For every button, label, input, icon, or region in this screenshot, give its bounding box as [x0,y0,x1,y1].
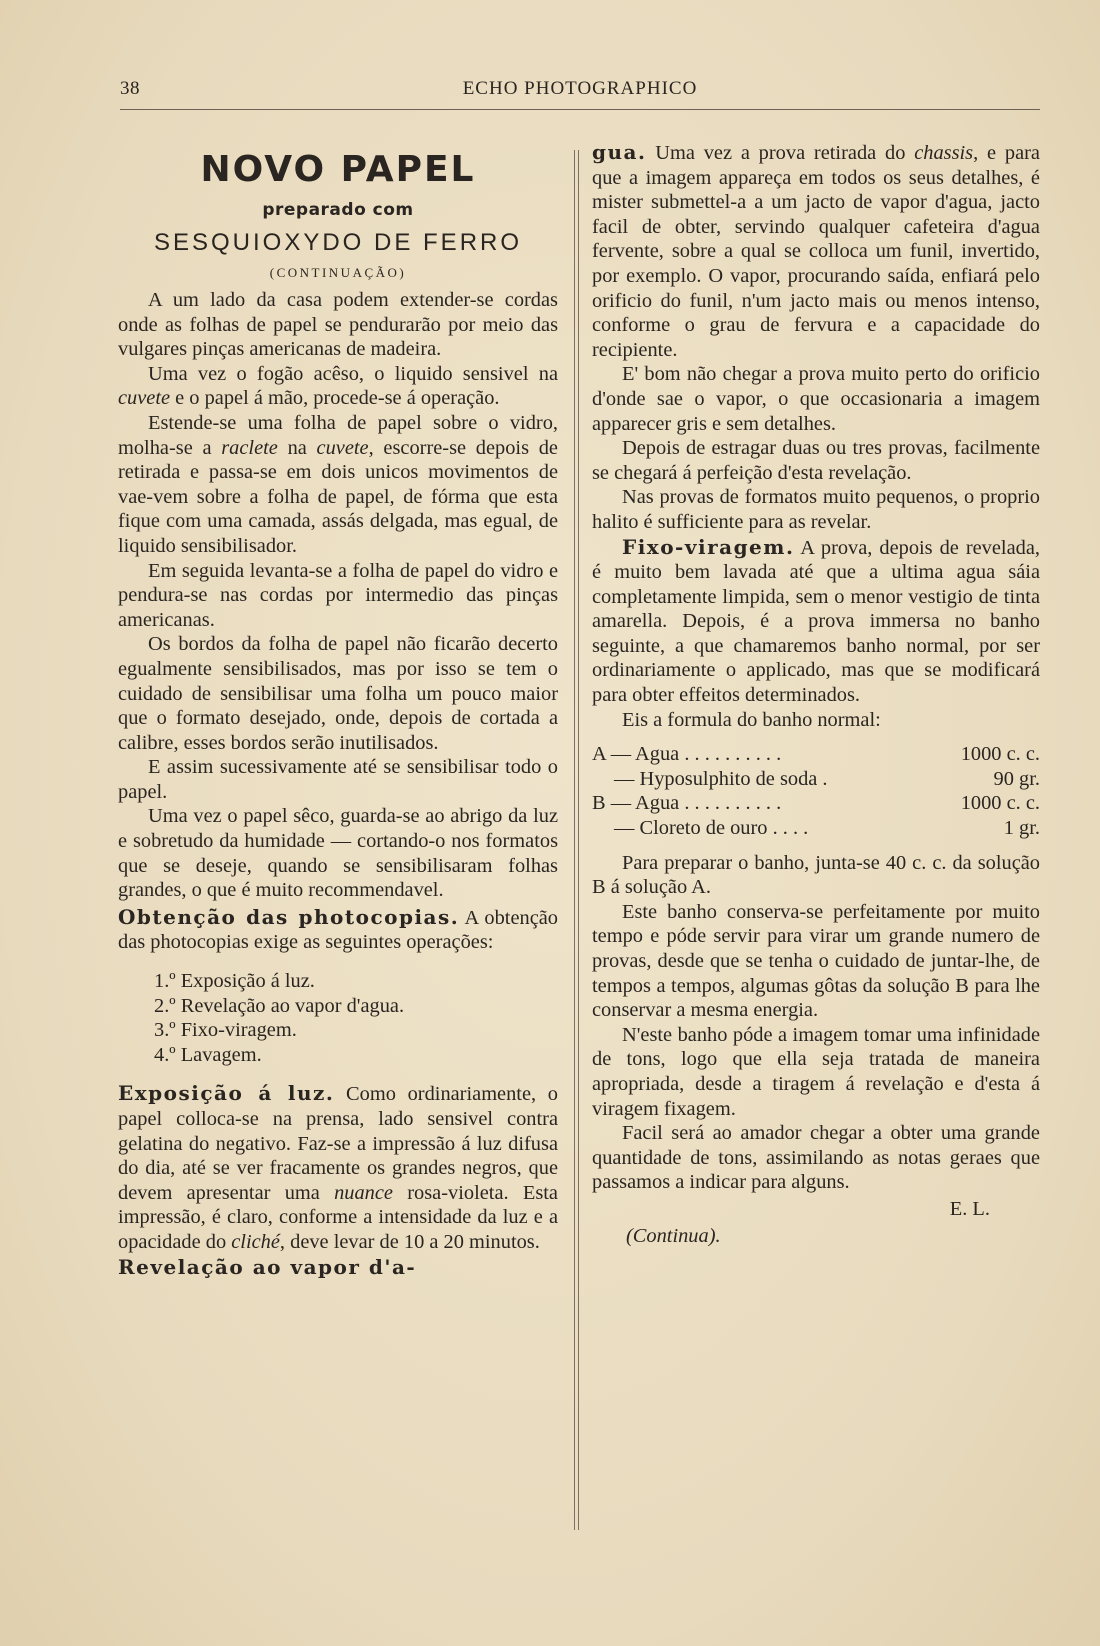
author-signature: E. L. [949,1197,990,1220]
formula-row: A — Agua . . . . . . . . . . 1000 c. c. [592,743,1040,766]
page-header [120,78,1040,108]
section-heading: Fixo-viragem. [622,534,795,559]
paragraph: Uma vez o fogão acêso, o liquido sensivel na cuvete e o papel á mão, procede-se á operação. [118,362,558,410]
section-heading: Obtenção das photocopias. [118,904,460,929]
paragraph: Exposição á luz. Como ordinariamente, o papel colloca-se na prensa, lado sensivel contra gelatina do negativo. Faz-se a impressão á luz difusa do dia, até se ver fracamente os grandes negros, que devem apresentar uma nuance rosa-violeta. Esta impressão, é claro, conforme a intensidade da luz e a opacidade do cliché, deve levar de 10 a 20 minutos. [118,1081,558,1253]
paragraph: A um lado da casa podem extender-se cordas onde as folhas de papel se pendurarão por meio das vulgares pinças americanas de madeira. [118,289,558,361]
paragraph: Nas provas de formatos muito pequenos, o proprio halito é sufficiente para as revelar. [592,486,1040,533]
article-title: NOVO PAPEL [200,149,476,190]
paragraph [118,1255,558,1281]
formula-row: — Hyposulphito de soda . 90 gr. [614,767,1040,790]
formula-row: B — Agua . . . . . . . . . . 1000 c. c. [592,792,1040,815]
paragraph: gua. Uma vez a prova retirada do chassis, e para que a imagem appareça em todos os seus detalhes, é mister submettel-a a um jacto de vapor d'agua, jacto facil de obter, servindo qualquer cafeteira d'agua fervente, sobre a qual se colloca um funil, invertido, por exemplo. O vapor, procurando saída, enfiará pelo orificio do funil, n'um jacto mais ou menos intenso, conforme o grau de fervura e a capacidade do recipiente. [592,140,1040,361]
paragraph: Obtenção das photocopias. A obtenção das photocopias exige as seguintes operações: [118,904,558,954]
paragraph: Fixo-viragem. A prova, depois de revelada, é muito bem lavada até que a ultima agua sáia completamente limpida, sem o menor vestigio de tinta amarella. Depois, é a prova immersa no banho seguinte, a que chamaremos banho normal, por ser ordinariamente o applicado, mas que se modificará para obter effeitos determinados. [592,534,1040,707]
paragraph: Estende-se uma folha de papel sobre o vidro, molha-se a raclete na cuvete, escorre-se depois de retirada e passa-se em dois unicos movimentos de vae-vem sobre a folha de papel, de fórma que esta fique com uma camada, assás delgada, mas egual, de liquido sensibilisador. [118,411,558,557]
list-item: 2.º Revelação ao vapor d'agua. [154,994,405,1017]
formula-row: — Cloreto de ouro . . . . 1 gr. [614,817,1040,840]
formula-table [592,742,1040,840]
paragraph: Facil será ao amador chegar a obter uma grande quantidade de tons, assimilando as notas geraes que passamos a indicar para alguns. [592,1122,1040,1194]
article-subtitle-caps: SESQUIOXYDO DE FERRO [153,229,523,256]
paragraph: Os bordos da folha de papel não ficarão decerto egualmente sensibilisados, mas por isso se tem o cuidado de sensibilisar uma folha um pouco maior que o formato desejado, onde, depois de cortada a calibre, esses bordos serão inutilisados. [118,633,558,754]
paragraph: Em seguida levanta-se a folha de papel do vidro e pendura-se nas cordas por intermedio das pinças americanas. [118,559,558,631]
page-number: 38 [120,78,140,99]
continuation-label: (CONTINUAÇÃO) [269,265,407,280]
right-column [592,140,1040,1248]
column-divider [574,150,575,1530]
column-divider [578,150,579,1530]
section-heading: gua. [592,140,647,164]
paragraph: Este banho conserva-se perfeitamente por muito tempo e póde servir para virar um grande numero de provas, desde que se tenha o cuidado de juntar-lhe, de tempos a tempos, algumas gôtas da solução B para lhe conservar a mesma energia. [592,900,1040,1022]
running-title: ECHO PHOTOGRAPHICO [462,78,698,99]
section-heading: Exposição á luz. [118,1081,335,1106]
section-heading: Revelação ao vapor d'a- [118,1254,417,1279]
paragraph: Eis a formula do banho normal: [622,708,881,731]
operations-list [154,969,558,1067]
list-item: 1.º Exposição á luz. [154,970,315,993]
paragraph: E' bom não chegar a prova muito perto do orificio d'onde sae o vapor, o que occasionaria a imagem apparecer gris e sem detalhes. [592,363,1040,435]
list-item: 4.º Lavagem. [154,1043,262,1066]
paragraph: Depois de estragar duas ou tres provas, facilmente se chegará á perfeição d'esta revelação. [592,437,1040,484]
paragraph: N'este banho póde a imagem tomar uma infinidade de tons, logo que ella seja tratada de maneira apropriada, desde a tiragem á revelação e d'esta á viragem fixagem. [592,1023,1040,1120]
list-item: 3.º Fixo-viragem. [154,1019,297,1042]
paragraph: Para preparar o banho, junta-se 40 c. c. da solução B á solução A. [592,851,1040,899]
left-column [118,140,558,1280]
paragraph: Uma vez o papel sêco, guarda-se ao abrigo da luz e sobretudo da humidade — cortando-o nos formatos que se deseje, quando se sensibilisaram folhas grandes, o que é muito recommendavel. [118,805,558,902]
paragraph: E assim sucessivamente até se sensibilisar todo o papel. [118,756,558,803]
continuation-note: (Continua). [626,1224,721,1247]
header-rule [120,109,1040,110]
article-subtitle: preparado com [262,200,414,220]
